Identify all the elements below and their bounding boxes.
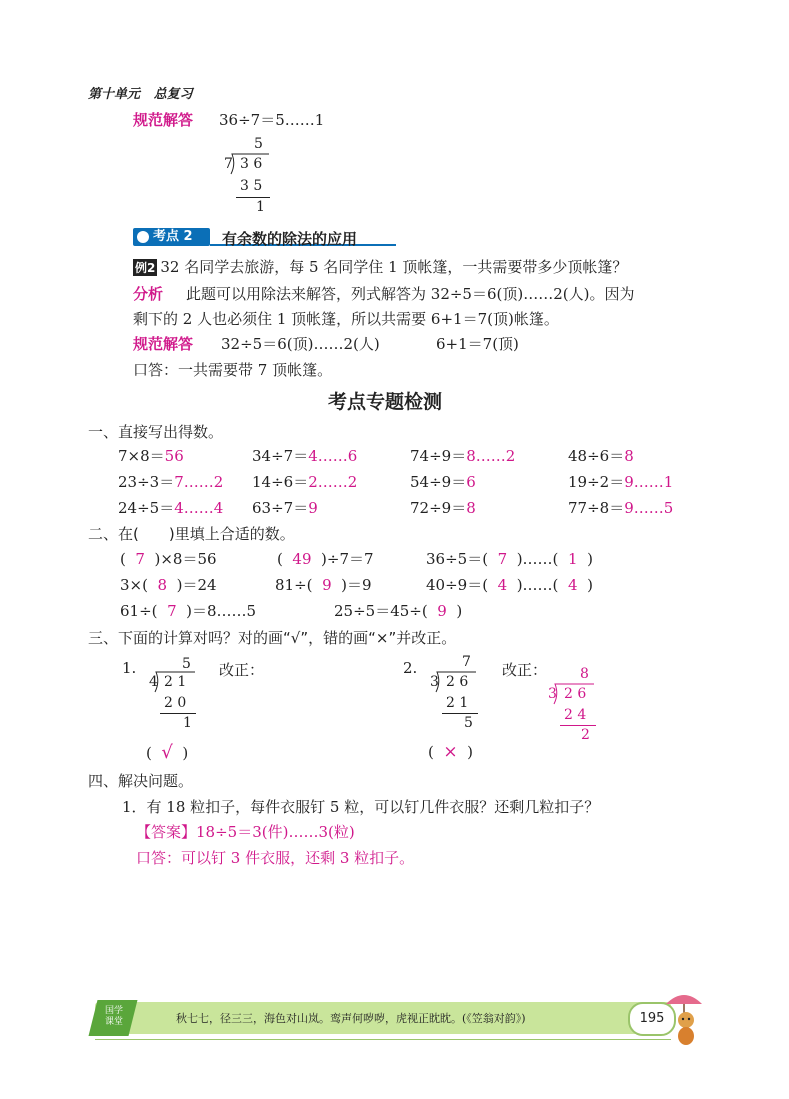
subtraction-line (236, 197, 270, 198)
problem-number: 2. (403, 659, 418, 677)
divisor: 4 (149, 674, 158, 690)
q1-item: 7×8＝56 (118, 447, 184, 465)
analysis-line-1: 此题可以用除法来解答，列式解答为 32÷5＝6(顶)……2(人)。因为 (186, 285, 635, 303)
q1-title: 一、直接写出得数。 (88, 423, 224, 441)
q2-item: 25÷5＝45÷( 9 ) (334, 602, 463, 620)
analysis-line-2: 剩下的 2 人也必须住 1 顶帐篷，所以共需要 6+1＝7(顶)帐篷。 (133, 310, 559, 328)
q1-item: 72÷9＝8 (410, 499, 476, 517)
q1-item: 48÷6＝8 (568, 447, 634, 465)
answer-equation-1: 32÷5＝6(顶)……2(人) (221, 335, 380, 353)
q3-title: 三、下面的计算对吗？对的画“√”，错的画“×”并改正。 (88, 629, 457, 647)
fix-label: 改正： (502, 661, 548, 679)
q4-oral-answer: 口答：可以钉 3 件衣服，还剩 3 粒扣子。 (136, 849, 415, 867)
fix-label: 改正： (219, 661, 265, 679)
q1-item: 23÷3＝7……2 (118, 473, 224, 491)
judgement: ( √ ) (146, 742, 189, 763)
example-text: 32 名同学去旅游，每 5 名同学住 1 顶帐篷，一共需要带多少顶帐篷？ (160, 258, 628, 276)
pencil-icon (137, 231, 149, 243)
q1-item: 63÷7＝9 (252, 499, 318, 517)
section-title: 考点专题检测 (328, 391, 443, 413)
product: 2 0 (164, 695, 187, 711)
kaodian-badge: 考点 2 (133, 228, 210, 246)
q2-item: 36÷5＝( 7 )……( 1 ) (426, 550, 593, 568)
subtraction-line (560, 725, 596, 726)
q2-item: ( 7 )×8＝56 (120, 550, 217, 568)
analysis-label: 分析 (133, 285, 164, 303)
problem-number: 1. (122, 659, 137, 677)
kaodian-title: 有余数的除法的应用 (222, 230, 358, 248)
example-question (133, 256, 627, 277)
remainder: 5 (464, 715, 473, 731)
answer-label: 规范解答 (133, 335, 194, 353)
q1-item: 19÷2＝9……1 (568, 473, 674, 491)
unit-label: 第十单元 (88, 87, 141, 102)
q2-title: 二、在( )里填上合适的数。 (88, 525, 295, 543)
quotient: 5 (182, 656, 191, 672)
footer-tag: 国学 课堂 (89, 1000, 138, 1036)
divisor: 7 (224, 156, 233, 172)
cartoon-mascot-icon (662, 990, 706, 1050)
footer-line (95, 1039, 671, 1040)
q2-item: 81÷( 9 )＝9 (275, 576, 372, 594)
q1-item: 74÷9＝8……2 (410, 447, 516, 465)
oral-answer: 口答：一共需要带 7 顶帐篷。 (133, 361, 333, 379)
product: 2 4 (564, 707, 587, 723)
dividend: 2 6 (446, 674, 469, 690)
top-equation: 36÷7＝5……1 (219, 111, 325, 129)
dividend: 2 1 (164, 674, 187, 690)
product: 3 5 (240, 178, 263, 194)
remainder: 1 (183, 715, 192, 731)
q4-answer: 【答案】18÷5＝3(件)……3(粒) (136, 823, 355, 841)
standard-answer-label: 规范解答 (133, 111, 194, 129)
divisor: 3 (430, 674, 439, 690)
remainder: 1 (256, 199, 265, 215)
q4-question: 1．有 18 粒扣子，每件衣服钉 5 粒，可以钉几件衣服？还剩几粒扣子？ (122, 798, 600, 816)
running-header (88, 83, 193, 102)
q2-item: ( 49 )÷7＝7 (277, 550, 374, 568)
check-mark-icon: √ (161, 742, 173, 763)
q1-item: 34÷7＝4……6 (252, 447, 358, 465)
subtraction-line (442, 713, 478, 714)
q2-item: 40÷9＝( 4 )……( 4 ) (426, 576, 593, 594)
review-label: 总复习 (153, 87, 193, 102)
answer-equation-2: 6+1＝7(顶) (436, 335, 519, 353)
q2-item: 61÷( 7 )＝8……5 (120, 602, 257, 620)
quotient: 7 (462, 654, 471, 670)
dividend: 3 6 (240, 156, 263, 172)
footer-quote: 秋七七，径三三，海色对山岚。鸾声何哕哕，虎视正眈眈。(《笠翁对韵》) (176, 1012, 526, 1025)
q1-item: 14÷6＝2……2 (252, 473, 358, 491)
example-tag: 例2 (135, 261, 156, 275)
quotient: 8 (580, 666, 589, 682)
q1-item: 54÷9＝6 (410, 473, 476, 491)
quotient: 5 (254, 136, 263, 152)
q1-item: 24÷5＝4……4 (118, 499, 224, 517)
divisor: 3 (548, 686, 557, 702)
q2-item: 3×( 8 )＝24 (120, 576, 217, 594)
remainder: 2 (581, 727, 590, 743)
subtraction-line (160, 713, 196, 714)
q4-title: 四、解决问题。 (88, 772, 194, 790)
q1-item: 77÷8＝9……5 (568, 499, 674, 517)
page-number: 195 (628, 1002, 676, 1036)
judgement: ( × ) (428, 742, 474, 762)
product: 2 1 (446, 695, 469, 711)
cross-mark-icon: × (443, 742, 458, 762)
dividend: 2 6 (564, 686, 587, 702)
